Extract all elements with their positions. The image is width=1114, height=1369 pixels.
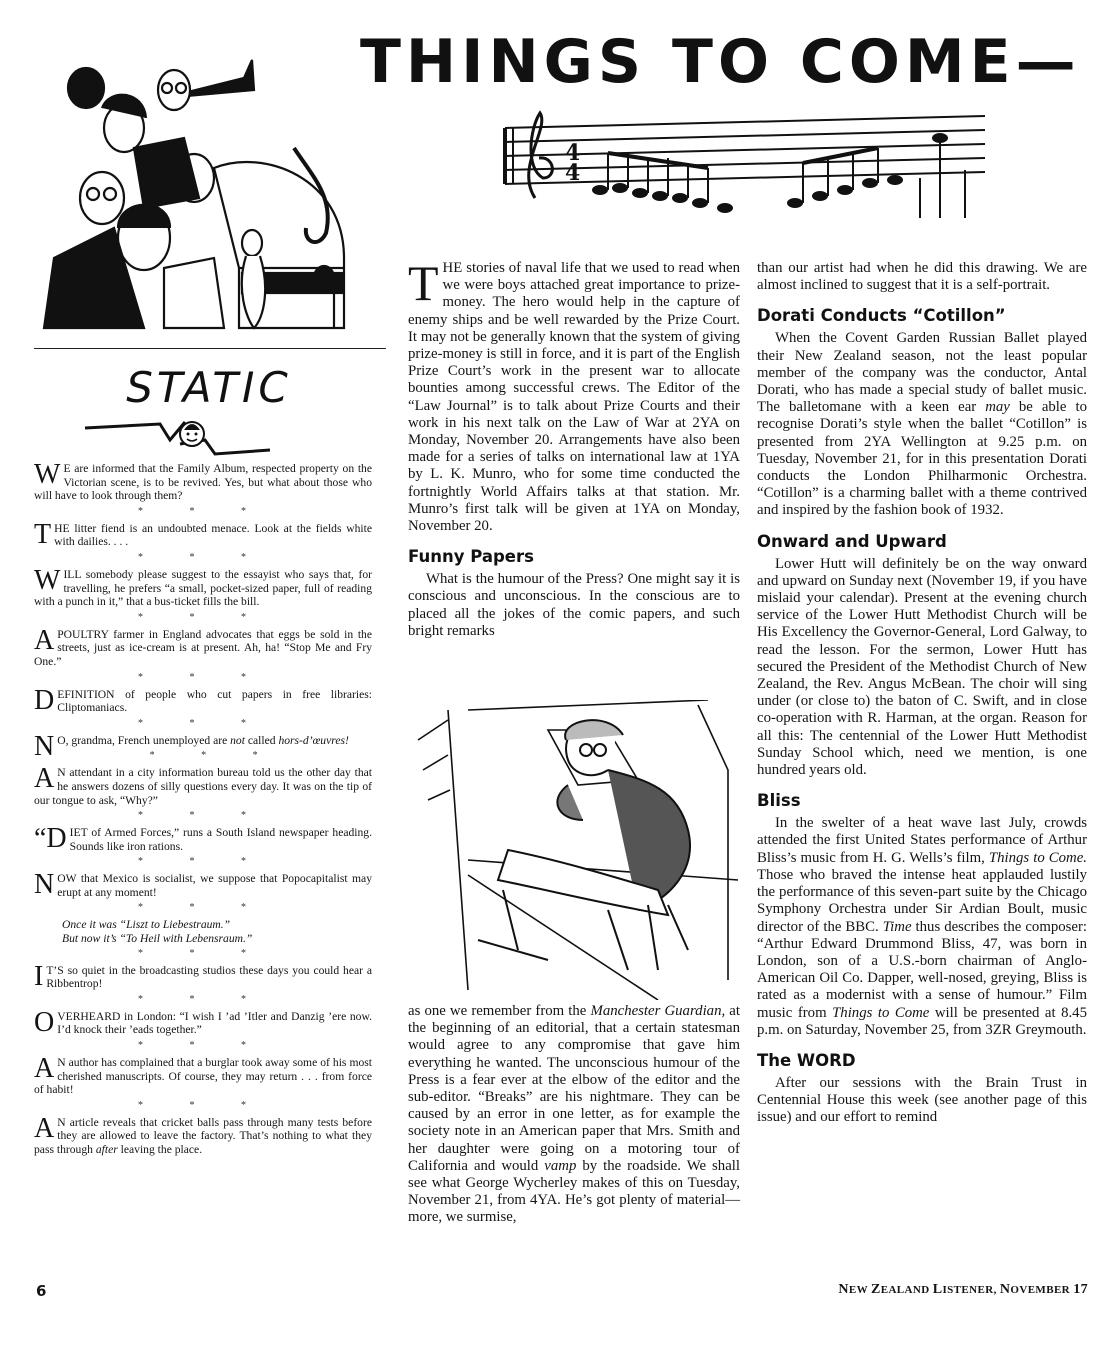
page-title: THINGS TO COME— [360,27,1081,97]
page-number: 6 [36,1282,47,1300]
heading-the-word: The WORD [757,1050,856,1070]
middle-column [408,255,740,640]
svg-text:4: 4 [565,140,581,166]
article-intro: THE stories of naval life that we used to read when we were boys attached great importance to prize-money. The hero would help in the capture of enemy ships and be well rewarded by the Prize Court. It may not be generally known that the system of giving prize-money is still in force, and it is part of the English Prize Court’s work in the present war to allocate bounties among successful crews. The Editor of the “Law Journal” is to talk about Prize Courts and their work in his next talk on the Law of War at 2YA on Monday, November 20. Arrangements have also been made for a series of talks on international law at 1YA by L. K. Munro, who for some time conducted the fortnightly World Affairs talks at that station. Mr. Munro’s first talk will be given at 1YA on Monday, November 20. [408,255,740,535]
static-emblem-illustration [80,410,280,460]
article-paragraph: as one we remember from the Manchester Guardian, at the beginning of an editorial, that a certain statesman would agree to any compromise that gave him everything he wanted. The unconscious humour of the Press is a fear ever at the elbow of the editor and the sub-editor. “Breaks” are his nightmare. They can be caused by an error in one letter, as for example the society note in an American paper that Mrs. Smith and her daughter were going on a motoring tour of California and would vamp by the roadside. We shall see what George Wycherley makes of this on Tuesday, November 21, from 4YA. He’s got plenty of material—more, we surmise, [408,1003,740,1226]
article-paragraph: What is the humour of the Press? One might say it is conscious and unconscious. In the conscious are to placed all the jokes of the comic papers, and such bright remarks [408,571,740,639]
static-item: A N author has complained that a burglar took away some of his most cherished manuscripts. Of course, they may return . . . from force of habit! [34,1053,372,1097]
static-item: A N article reveals that cricket balls pass through many tests before they are allowed to leave the factory. That’s nothing to what they pass through after leaving the place. [34,1112,372,1156]
static-item: NOW that Mexico is socialist, we suppose that Popocapitalist may erupt at any moment! [34,869,372,901]
separator-stars: * * * [149,750,280,762]
static-item: WILL somebody please suggest to the essayist who says that, for travelling, he prefers “a small, pocket-sized paper, full of reading with a punch in it,” that a bus-ticket fills the bill. [34,564,372,609]
static-item: DEFINITION of people who cut papers in free libraries: Cliptomaniacs. [34,684,372,716]
heading-onward: Onward and Upward [757,531,947,551]
heading-bliss: Bliss [757,791,801,811]
column-rule [34,348,386,349]
static-column [34,459,372,1159]
heading-funny-papers: Funny Papers [408,547,534,567]
article-paragraph: When the Covent Garden Russian Ballet played their New Zealand season, not the least popular member of the company was the conductor, Antal Dorati, who has made a special study of ballet music. The balletomane with a keen ear may be able to recognise Dorati’s style when the ballet “Cotillon” is presented from 2YA Wellington at 9.25 p.m. on Tuesday, November 21, for in this presentation Dorati conducts the London Philharmonic Orchestra. “Cotillon” is a charming ballet with a theme contrived and inspired by the fashion book of 1932. [757,330,1087,519]
separator-stars: * * * [138,902,268,914]
separator-stars: * * * [138,856,268,868]
svg-text:4: 4 [565,160,581,186]
music-staff-illustration [495,108,995,238]
static-item: I T’S so quiet in the broadcasting studios these days you could hear a Ribbentrop! [34,960,372,992]
article-paragraph: than our artist had when he did this drawing. We are almost inclined to suggest that it is a self-portrait. [757,260,1087,294]
separator-stars: * * * [138,810,268,822]
band-illustration [14,28,380,336]
separator-stars: * * * [138,993,268,1005]
drop-cap: T [408,255,439,311]
article-paragraph: In the swelter of a heat wave last July, crowds attended the first United States performance of Arthur Bliss’s music from H. G. Wells’s film, Things to Come. Those who braved the intense heat applauded lustily the performance of this seven-part suite by the Chicago Symphony Orchestra under Sir Ardian Boult, music director of the BBC. Time thus describes the composer: “Arthur Edward Drummond Bliss, 47, was born in London, son of a U.S.-born chairman of Anglo-American Oil Co. Dapper, well-nosed, greying, Bliss is rated as a modernist with a sense of humour.” Film music from Things to Come will be presented at 8.45 p.m. on Saturday, November 25, from 3ZR Greymouth. [757,815,1087,1038]
right-column [757,260,1087,1127]
static-item: “DIET of Armed Forces,” runs a South Island newspaper heading. Sounds like iron rations. [34,823,372,855]
separator-stars: * * * [138,505,268,517]
publication-footer: NEW ZEALAND LISTENER, NOVEMBER 17 [838,1282,1088,1297]
static-item: N O, grandma, French unemployed are not called hors-d’œuvres! [34,730,349,762]
static-item: APOULTRY farmer in England advocates that eggs be sold in the streets, just as ice-cream is at present. Ah, ha! “Stop Me and Fry One.” [34,624,372,668]
static-item: A N attendant in a city information bureau told us the other day that he answers dozens of silly questions every day. It was on the tip of our tongue to ask, “Why?” [34,763,372,807]
heading-dorati: Dorati Conducts “Cotillon” [757,306,1006,326]
separator-stars: * * * [138,947,268,959]
middle-column-continued [408,1003,740,1227]
article-paragraph: Lower Hutt will definitely be on the way onward and upward on Sunday next (November 19, if you have mislaid your calendar). Present at the evening church service of the Lower Hutt Methodist Church will be His Excellency the Governor-General, Lord Galway, to read the lesson. For the sermon, Lower Hutt has secured the President of the Methodist Church of New Zealand, the Rev. Angus McBean. The choir will sing under (or close to) the baton of C. Swift, and in close co-operation with R. Harman, at the organ. Reason for all this: The centennial of the Lower Hutt Methodist Sunday School which, need we mention, is one hundred years old. [757,555,1087,779]
verse-line: Once it was “Liszt to Liebestraum.” [62,918,231,932]
cartoon-illustration [408,700,744,1000]
article-paragraph: After our sessions with the Brain Trust in Centennial House this week (see another page of this issue) and our effort to remind [757,1074,1087,1126]
static-heading: STATIC [126,363,292,412]
separator-stars: * * * [138,1099,268,1111]
static-item: OVERHEARD in London: “I wish I ’ad ’Itler and Danzig ’ere now. I’d knock their ’eads together.” [34,1006,372,1038]
separator-stars: * * * [138,717,268,729]
separator-stars: * * * [138,671,268,683]
separator-stars: * * * [138,611,268,623]
static-item: W E are informed that the Family Album, respected property on the Victorian scene, is to be revived. Yes, but what about those who will have to look through them? [34,459,372,503]
separator-stars: * * * [138,1040,268,1052]
static-item: THE litter fiend is an undoubted menace. Look at the fields white with dailies. . . . [34,518,372,550]
separator-stars: * * * [138,551,268,563]
verse-line: But now it’s “To Heil with Lebensraum.” [62,932,253,946]
